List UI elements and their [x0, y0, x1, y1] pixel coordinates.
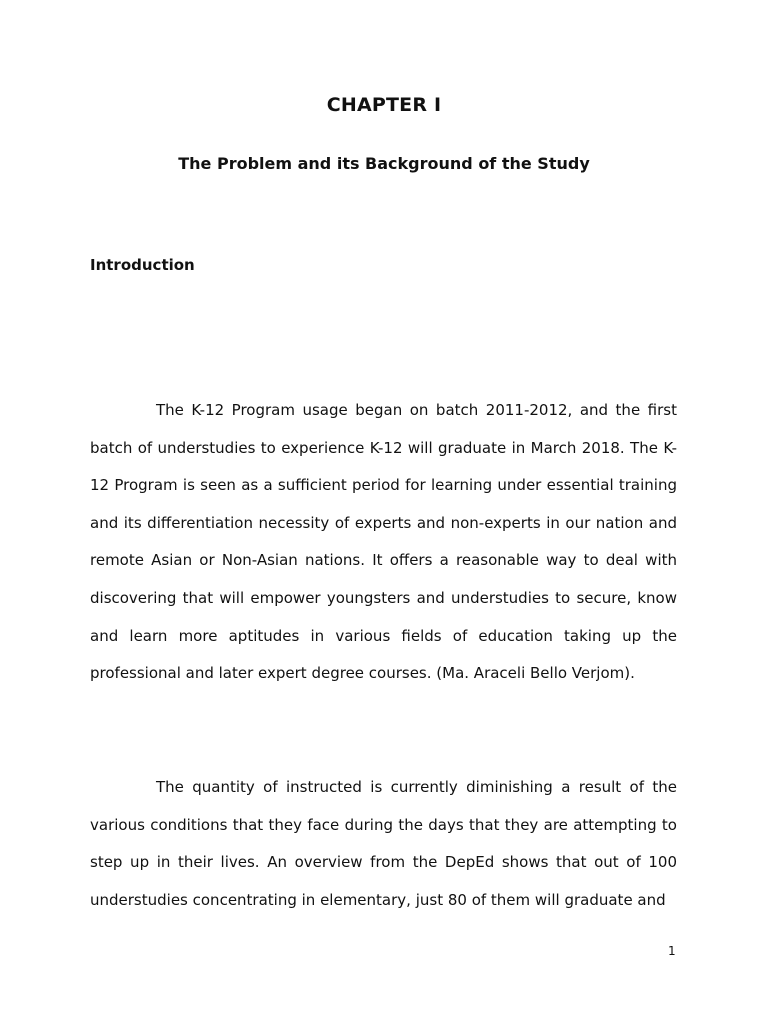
paragraph-text: The quantity of instructed is currently diminishing a result of the various conditions that they face during the days that they are attempting to step up in their lives. An overview from the DepEd shows that out of 100 understudies concentrating in elementary, just 80 of them will graduate and — [90, 778, 677, 909]
body-paragraph — [90, 392, 677, 693]
chapter-title: CHAPTER I — [326, 94, 442, 116]
page-number: 1 — [668, 944, 676, 958]
body-paragraph — [90, 769, 677, 919]
section-heading-introduction: Introduction — [90, 256, 195, 274]
paragraph-text: The K-12 Program usage began on batch 2011-2012, and the first batch of understudies to experience K-12 will graduate in March 2018. The K-12 Program is seen as a sufficient period for learning under essential training and its differentiation necessity of experts and non-experts in our nation and remote Asian or Non-Asian nations. It offers a reasonable way to deal with discovering that will empower youngsters and understudies to secure, know and learn more aptitudes in various fields of education taking up the professional and later expert degree courses. (Ma. Araceli Bello Verjom). — [90, 401, 677, 683]
chapter-subtitle: The Problem and its Background of the Study — [178, 154, 590, 173]
